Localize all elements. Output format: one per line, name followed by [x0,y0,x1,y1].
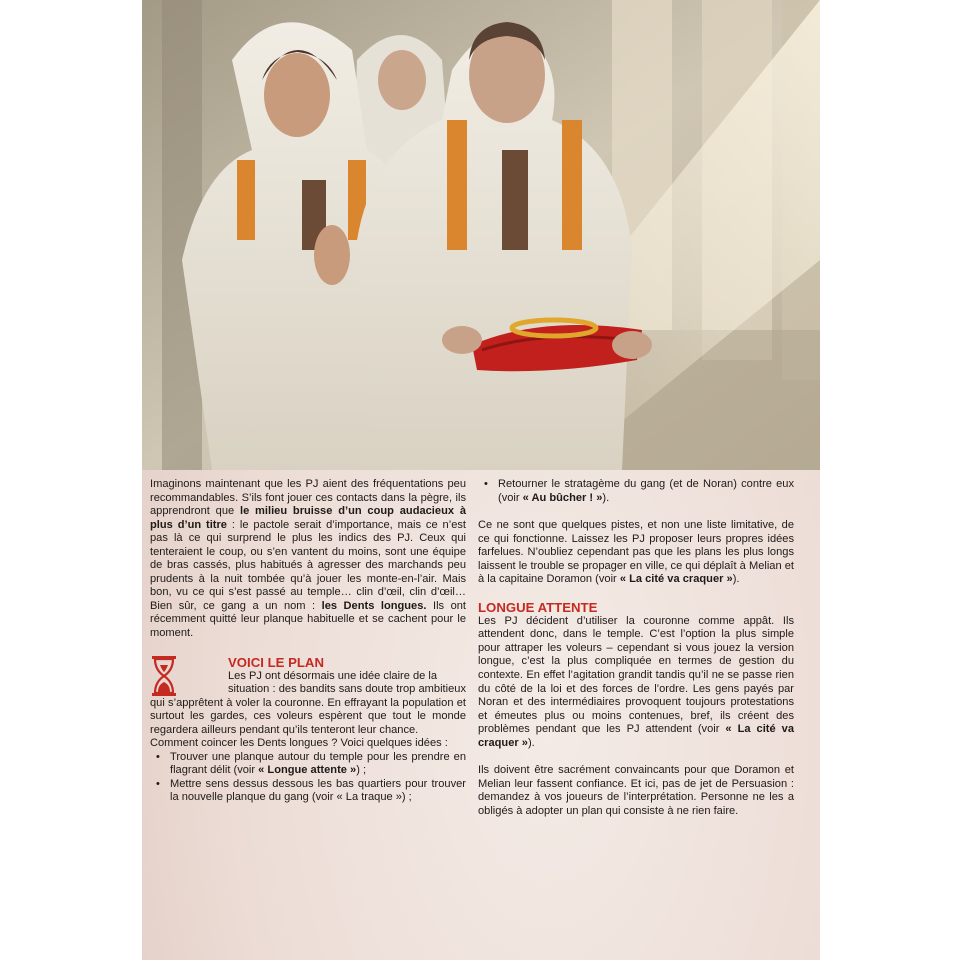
hourglass-icon [150,655,178,697]
intro-paragraph: Imaginons maintenant que les PJ aient des fréquentations peu recommandables. S’ils font jouer ces contacts dans la pègre, ils apprendront que le milieu bruisse d’un coup audacieux à plus d’un titre : le pactole serait d’importance, mais ce n’est pas là ce qui surprend le plus les indics des PJ. Ceux qui tenteraient le coup, ou s’en vantent du moins, sont une équipe de bras cassés, plus habitués à agresser des marchands peu prudents à la nuit tombée qu’à jouer les monte-en-l’air. Mais bon, vu ce qui s’est passé au temple… clin d’œil, clin d’œil… Bien sûr, ce gang a un nom : les Dents longues. Ils ont récemment quitté leur planque habituelle et se cachent pour le moment. [150,478,466,640]
book-page [142,0,820,960]
plan-ideas-list-continued [478,478,794,505]
plan-ideas-list [150,751,466,805]
plan-question: Comment coincer les Dents longues ? Voici quelques idées : [150,737,448,750]
temple-priests-illustration [142,0,820,470]
list-item: • Mettre sens dessus dessous les bas quartiers pour trouver la nouvelle planque du gang (voir « La traque ») ; [150,778,466,805]
list-item: • Retourner le stratagème du gang (et de Noran) contre eux (voir « Au bûcher ! »). [478,478,794,505]
plan-section [150,655,466,805]
final-paragraph: Ils doivent être sacrément convaincants pour que Doramon et Melian leur fassent confiance. Et ici, pas de jet de Persuasion : demandez à vos joueurs de l’interprétation. Personne ne les a obligés à adopter un plan qui consiste à ne rien faire. [478,764,794,817]
plan-paragraph: situation : des bandits sans doute trop ambitieux qui s’apprêtent à voler la couronne. En effrayant la population et surtout les gardes, ces voleurs espèrent que tout le monde regardera ailleurs pendant qu’ils tenteront leur chance. [150,683,466,736]
list-item: • Trouver une planque autour du temple pour les prendre en flagrant délit (voir « Longue attente ») ; [150,751,466,778]
right-column [478,478,794,818]
plan-heading: VOICI LE PLAN [228,654,324,670]
long-wait-heading: LONGUE ATTENTE [478,599,598,615]
plan-paragraph-start: Les PJ ont désormais une idée claire de la [228,669,438,682]
tracks-paragraph: Ce ne sont que quelques pistes, et non une liste limitative, de ce qui fonctionne. Laissez les PJ proposer leurs propres idées farfelues. N’oubliez cependant pas que les plans les plus longs laissent le trouble se propager en ville, ce qui déplaît à Melian et à la capitaine Doramon (voir « La cité va craquer »). [478,519,794,586]
long-wait-paragraph: Les PJ décident d’utiliser la couronne comme appât. Ils attendent donc, dans le temple. C’est l’option la plus simple pour attraper les voleurs – cependant si vous jouez la version longue, c’est la plus compliquée en termes de gestion du contexte. En effet l’agitation grandit tandis qu’il ne se passe rien du côté de la loi et des forces de l’ordre. Les gens payés par Noran et des intermédiaires provoquent toujours protestations et émeutes plus ou moins contenues, bref, ils créent des problèmes pendant que les PJ attendent (voir « La cité va craquer »). [478,614,794,749]
left-column [150,478,466,805]
